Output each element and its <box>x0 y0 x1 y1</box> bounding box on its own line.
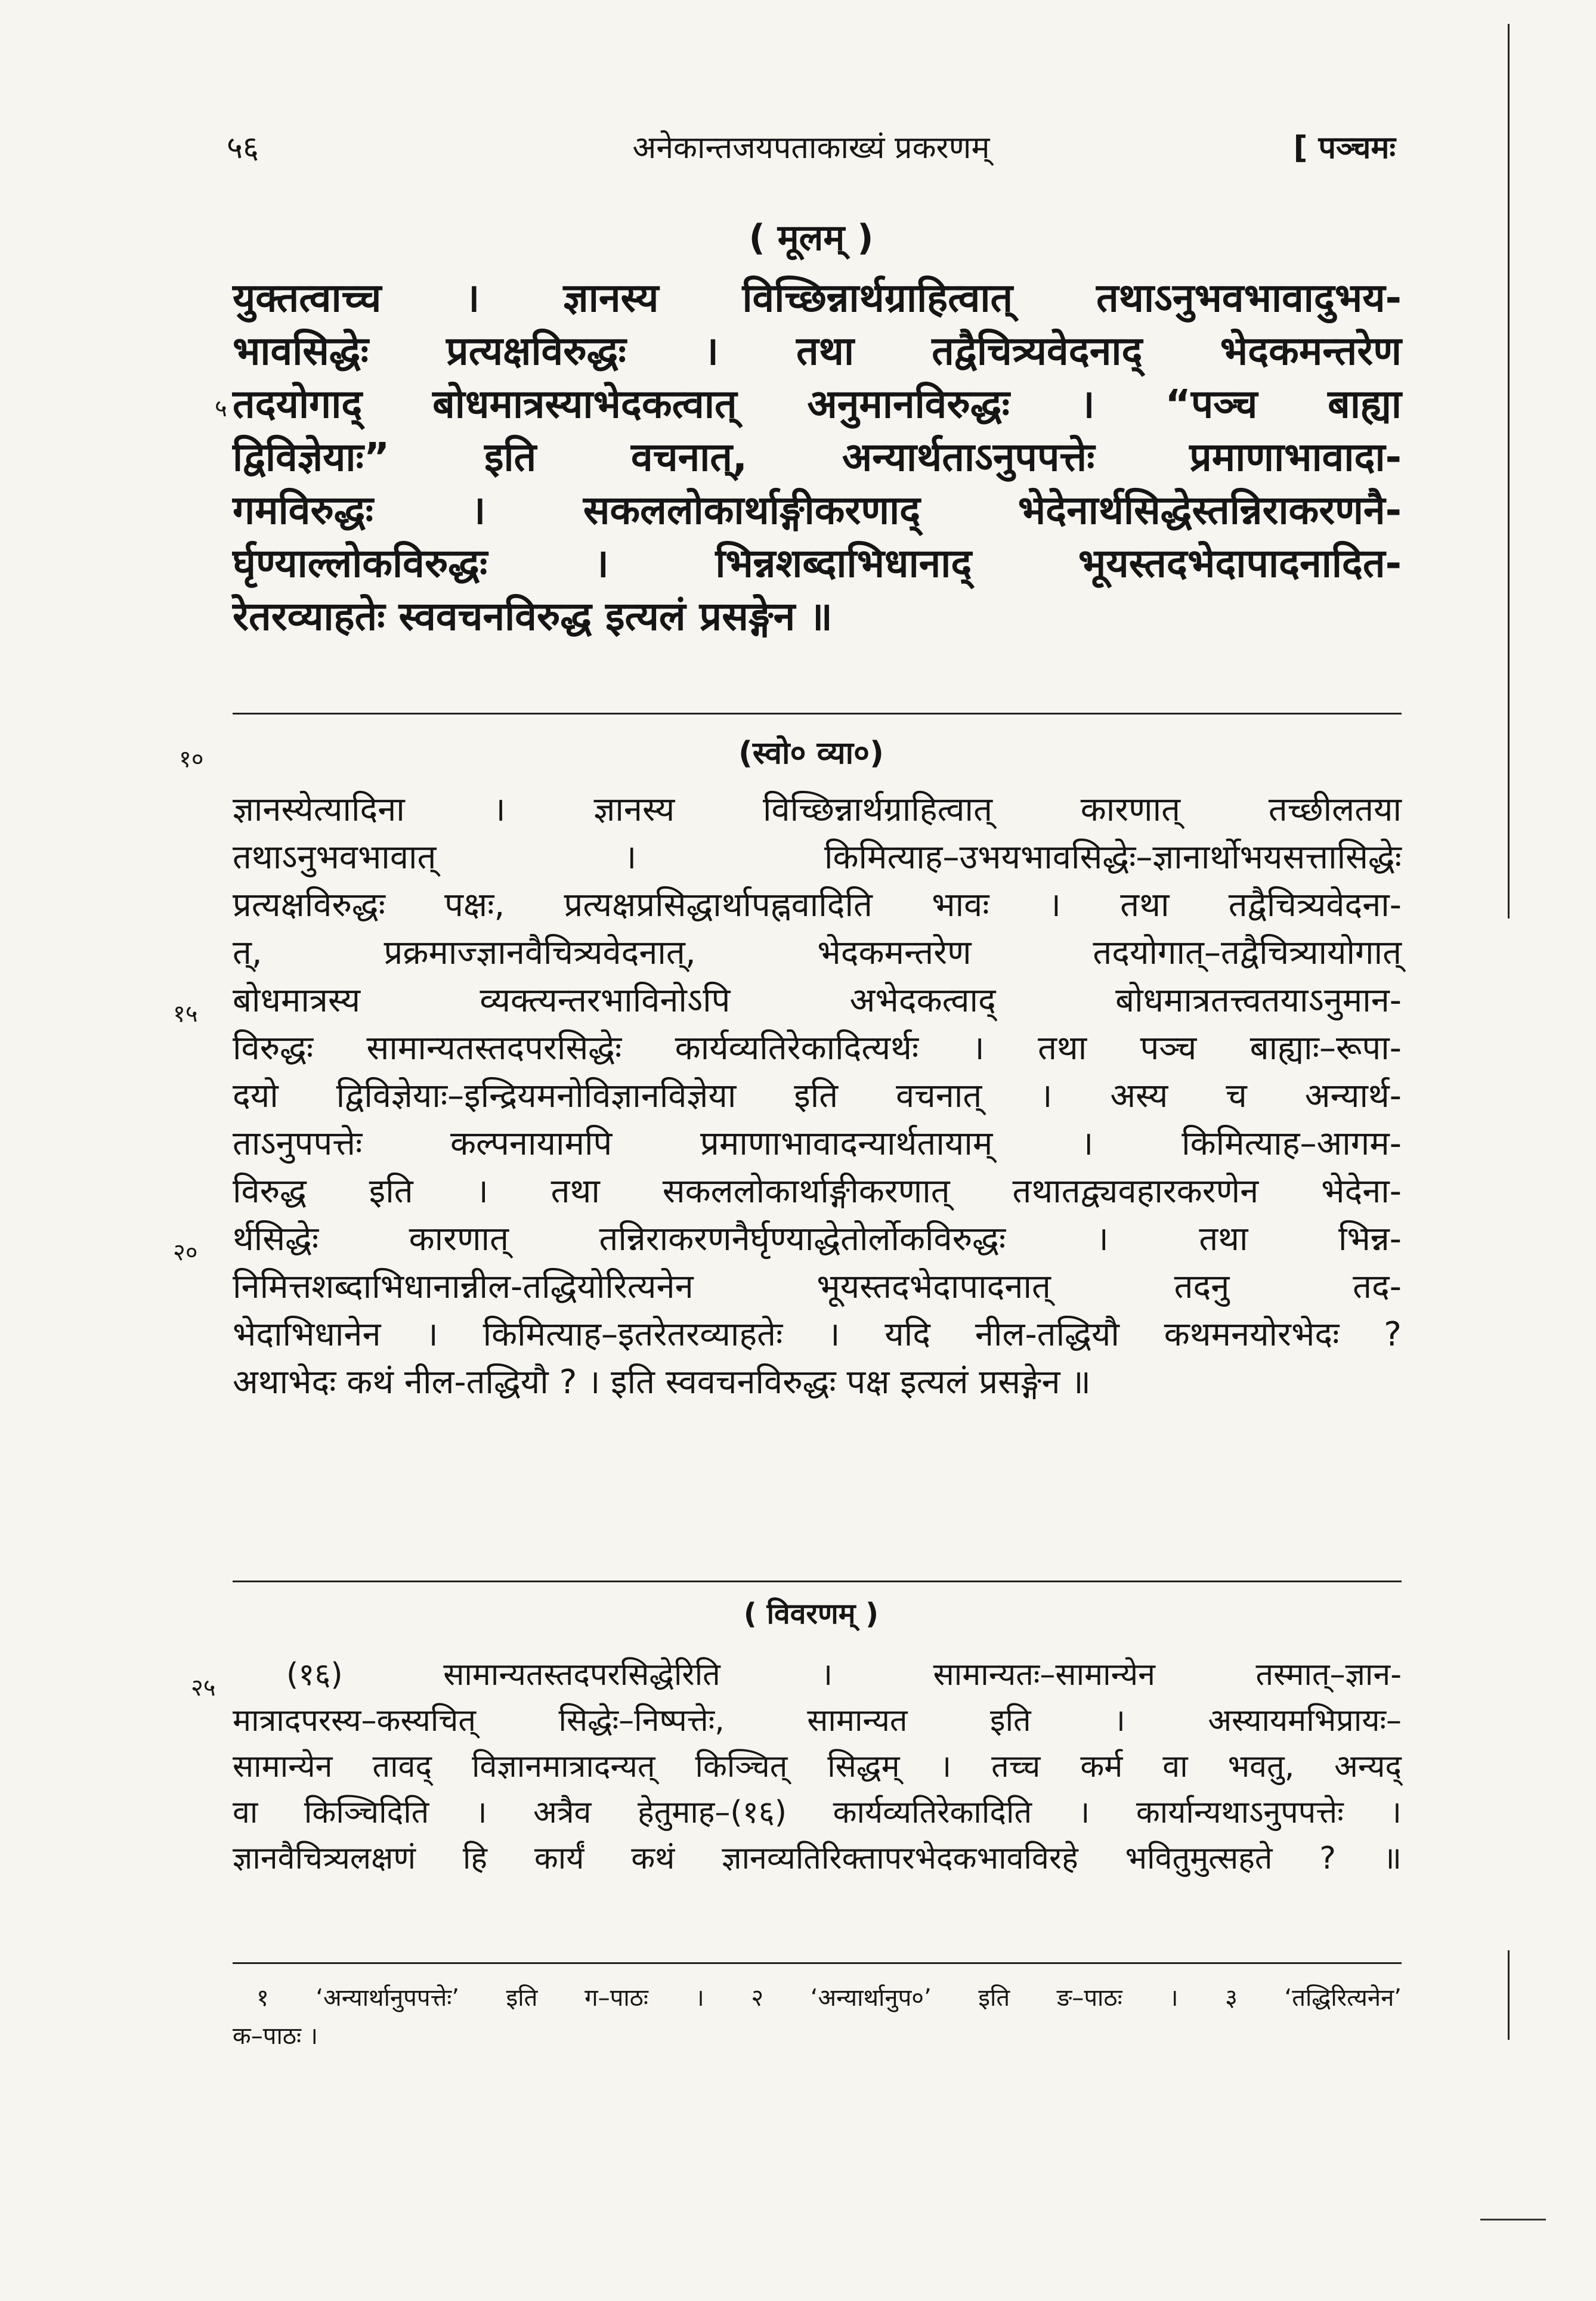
text-line: तथाऽनुभवभावात् । किमित्याह–उभयभावसिद्धेः–ज्ञानार्थोभयसत्तासिद्धेः <box>233 838 1402 877</box>
text-line: भावसिद्धेः प्रत्यक्षविरुद्धः । तथा तद्वैचित्र्यवेदनाद् भेदकमन्तरेण <box>233 328 1402 374</box>
text-line: प्रत्यक्षविरुद्धः पक्षः, प्रत्यक्षप्रसिद्धार्थापह्नवादिति भावः । तथा तद्वैचित्र्यवेदना- <box>233 886 1402 924</box>
text-line-content: तदयोगाद् बोधमात्रस्याभेदकत्वात् अनुमानविरुद्धः । “पञ्च बाह्या <box>233 381 1402 427</box>
text-line: रेतरव्याहतेः स्ववचनविरुद्ध इत्यलं प्रसङ्गेन ॥ <box>233 593 833 639</box>
text-line: र्घृण्याल्लोकविरुद्धः । भिन्नशब्दाभिधानाद् भूयस्तदभेदापादनादित- <box>233 540 1402 586</box>
mool-heading: ( मूलम् ) <box>748 217 874 259</box>
vya-heading: (स्वो० व्या०) <box>738 735 884 771</box>
margin-tick <box>1480 2219 1546 2220</box>
text-line: मात्रादपरस्य–कस्यचित् सिद्धेः–निष्पत्तेः, सामान्यत इति । अस्यायमभिप्रायः– <box>233 1703 1402 1739</box>
text-line <box>191 1652 1402 1702</box>
viv-text <box>191 1652 1402 1882</box>
vya-text <box>173 786 1402 1406</box>
page-number: ५६ <box>227 130 259 166</box>
text-line: भेदाभिधानेन । किमित्याह–इतरेतरव्याहतेः । यदि नील-तद्धियौ कथमनयोरभेदः ? <box>233 1315 1402 1354</box>
text-line: त्, प्रक्रमाज्ज्ञानवैचित्र्यवेदनात्, भेदकमन्तरेण तदयोगात्–तद्वैचित्र्यायोगात् <box>233 933 1402 972</box>
section-rule <box>233 713 1402 715</box>
text-line: युक्तत्वाच्च । ज्ञानस्य विच्छिन्नार्थग्राहित्वात् तथाऽनुभवभावादुभय- <box>233 275 1402 321</box>
section-rule <box>233 1581 1402 1582</box>
text-line-content: (१६) सामान्यतस्तदपरसिद्धेरिति । सामान्यतः–सामान्येन तस्मात्–ज्ञान- <box>286 1657 1402 1693</box>
mool-text <box>215 271 1402 643</box>
line-number: २० <box>173 1239 198 1266</box>
running-title: अनेकान्तजयपताकाख्यं प्रकरणम् <box>632 130 990 166</box>
footnote-line: क–पाठः । <box>233 2022 318 2050</box>
line-number: २५ <box>191 1674 216 1702</box>
text-line: द्विविज्ञेयाः” इति वचनात्, अन्यार्थताऽनुपपत्तेः प्रमाणाभावादा- <box>233 434 1402 480</box>
text-line <box>173 977 1402 1028</box>
line-number: १५ <box>173 1000 198 1028</box>
text-line: अथाभेदः कथं नील-तद्धियौ ? । इति स्ववचनविरुद्धः पक्ष इत्यलं प्रसङ्गेन ॥ <box>233 1363 1091 1402</box>
text-line: विरुद्ध इति । तथा सकललोकार्थाङ्गीकरणात् तथातद्व्यवहारकरणेन भेदेना- <box>233 1172 1402 1211</box>
footnote-line: १ ‘अन्यार्थानुपपत्तेः’ इति ग–पाठः । २ ‘अन्यार्थानुप०’ इति ङ–पाठः । ३ ‘तद्धिरित्यनेन’ <box>256 1984 1402 2012</box>
text-line-content: बोधमात्रस्य व्यक्त्यन्तरभाविनोऽपि अभेदकत्वाद् बोधमात्रतत्त्वतयाऽनुमान- <box>233 981 1402 1020</box>
running-header <box>227 119 1396 173</box>
text-line: विरुद्धः सामान्यतस्तदपरसिद्धेः कार्यव्यतिरेकादित्यर्थः । तथा पञ्च बाह्याः–रूपा- <box>233 1029 1402 1068</box>
margin-rule <box>1508 24 1510 918</box>
text-line: ज्ञानवैचित्र्यलक्षणं हि कार्यं कथं ज्ञानव्यतिरिक्तापरभेदकभावविरहे भवितुमुत्सहते ? ॥ <box>233 1841 1402 1876</box>
footnotes <box>233 1979 1402 2055</box>
line-number: १० <box>179 746 204 773</box>
text-line <box>173 1216 1402 1266</box>
text-line: गमविरुद्धः । सकललोकार्थाङ्गीकरणाद् भेदेनार्थसिद्धेस्तन्निराकरणनै- <box>233 487 1402 533</box>
text-line: सामान्येन तावद् विज्ञानमात्रादन्यत् किञ्चित् सिद्धम् । तच्च कर्म वा भवतु, अन्यद् <box>233 1749 1402 1784</box>
margin-rule-lower <box>1508 1950 1510 2040</box>
footnote-rule <box>233 1962 1402 1964</box>
text-line: ताऽनुपपत्तेः कल्पनायामपि प्रमाणाभावादन्यार्थतायाम् । किमित्याह–आगम- <box>233 1124 1402 1163</box>
text-line: दयो द्विविज्ञेयाः–इन्द्रियमनोविज्ञानविज्ञेया इति वचनात् । अस्य च अन्यार्थ- <box>233 1077 1402 1115</box>
line-marker: ५ <box>215 395 227 422</box>
text-line: ज्ञानस्येत्यादिना । ज्ञानस्य विच्छिन्नार्थग्राहित्वात् कारणात् तच्छीलतया <box>233 790 1402 829</box>
text-line-content: र्थसिद्धेः कारणात् तन्निराकरणनैर्घृण्याद्धेतोर्लोकविरुद्धः । तथा भिन्न- <box>233 1220 1402 1258</box>
text-line <box>215 378 1402 431</box>
text-line: वा किञ्चिदिति । अत्रैव हेतुमाह–(१६) कार्यव्यतिरेकादिति । कार्यान्यथाऽनुपपत्तेः । <box>233 1795 1402 1830</box>
text-line: निमित्तशब्दाभिधानान्नील-तद्धियोरित्यनेन भूयस्तदभेदापादनात् तदनु तद- <box>233 1267 1402 1306</box>
chapter-label: [ पञ्चमः <box>1293 130 1396 166</box>
viv-heading: ( विवरणम् ) <box>743 1597 879 1631</box>
